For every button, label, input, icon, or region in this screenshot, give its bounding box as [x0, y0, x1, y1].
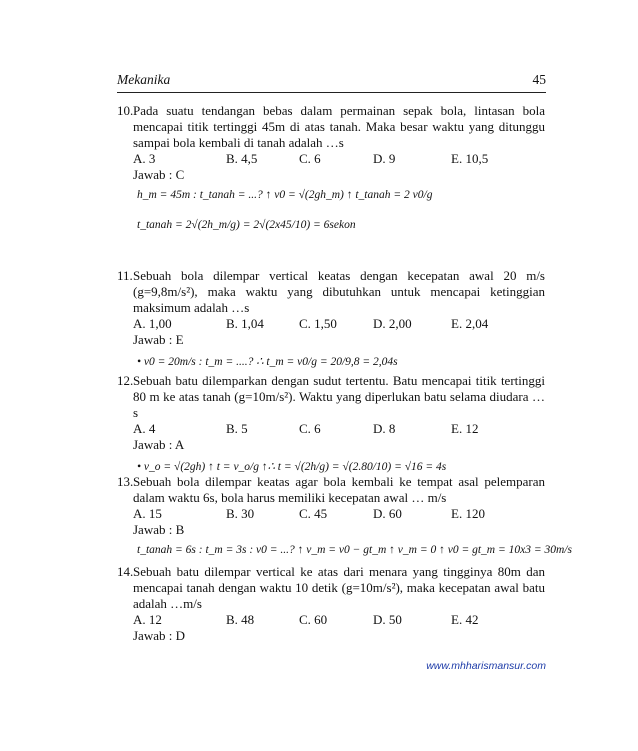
option-d: D. 8	[373, 421, 396, 436]
option-a: A. 12	[133, 612, 162, 627]
answer-key: Jawab : E	[133, 332, 184, 347]
option-e: E. 42	[451, 612, 479, 627]
option-d: D. 2,00	[373, 316, 412, 331]
option-c: C. 45	[299, 506, 328, 521]
option-b: B. 5	[226, 421, 248, 436]
question-text: Sebuah bola dilempar keatas agar bola kembali ke tempat asal pelemparan dalam waktu 6s, bola harus memiliki kecepatan awal … m/s	[133, 474, 545, 505]
option-d: D. 60	[373, 506, 402, 521]
question-number: 10.	[117, 103, 134, 118]
question-13	[117, 474, 572, 558]
option-d: D. 50	[373, 612, 402, 627]
answer-key: Jawab : D	[133, 628, 185, 643]
option-c: C. 1,50	[299, 316, 337, 331]
option-b: B. 48	[226, 612, 255, 627]
option-b: B. 1,04	[226, 316, 264, 331]
question-number: 11.	[117, 268, 133, 283]
question-text: Pada suatu tendangan bebas dalam permainan sepak bola, lintasan bola mencapai titik tertinggi 45m di atas tanah. Maka besar waktu yang ditunggu sampai bola kembali di tanah adalah …s	[133, 103, 545, 150]
option-e: E. 12	[451, 421, 479, 436]
option-a: A. 1,00	[133, 316, 172, 331]
solution-equation-1: • v0 = 20m/s : t_m = ....? ∴ t_m = v0/g = 20/9,8 = 2,04s	[137, 356, 398, 368]
answer-options	[133, 151, 545, 167]
answer-key: Jawab : A	[133, 437, 185, 452]
running-header-title: Mekanika	[117, 72, 171, 87]
question-text: Sebuah batu dilempar vertical ke atas dari menara yang tingginya 80m dan mencapai tanah dengan waktu 10 detik (g=10m/s²), maka kecepatan awal batu adalah …m/s	[133, 564, 545, 611]
question-number: 13.	[117, 474, 134, 489]
answer-options	[133, 421, 545, 437]
answer-options	[133, 316, 545, 332]
answer-key: Jawab : C	[133, 167, 185, 182]
option-a: A. 15	[133, 506, 162, 521]
question-14	[117, 564, 545, 644]
solution-equation-2: t_tanah = 2√(2h_m/g) = 2√(2x45/10) = 6sekon	[137, 219, 356, 231]
option-b: B. 30	[226, 506, 255, 521]
answer-options	[133, 506, 545, 522]
option-e: E. 120	[451, 506, 485, 521]
answer-key: Jawab : B	[133, 522, 185, 537]
question-number: 14.	[117, 564, 134, 579]
option-c: C. 6	[299, 151, 321, 166]
question-text: Sebuah bola dilempar vertical keatas dengan kecepatan awal 20 m/s (g=9,8m/s²), maka waktu yang dibutuhkan untuk mencapai ketinggian maksimum adalah …s	[133, 268, 545, 315]
option-d: D. 9	[373, 151, 396, 166]
header-divider	[117, 92, 546, 93]
footer-website-link[interactable]: www.mhharismansur.com	[426, 660, 546, 672]
question-12	[117, 373, 545, 475]
option-a: A. 3	[133, 151, 156, 166]
solution-equation-1: h_m = 45m : t_tanah = ...? ↑ v0 = √(2gh_m) ↑ t_tanah = 2 v0/g	[137, 189, 433, 201]
question-10	[117, 103, 545, 233]
question-text: Sebuah batu dilemparkan dengan sudut tertentu. Batu mencapai titik tertinggi 80 m ke atas tanah (g=10m/s²). Waktu yang diperlukan batu selama diudara …s	[133, 373, 545, 420]
solution-equation-1: • v_o = √(2gh) ↑ t = v_o/g ↑∴ t = √(2h/g) = √(2.80/10) = √16 = 4s	[137, 461, 447, 473]
option-c: C. 60	[299, 612, 328, 627]
answer-options	[133, 612, 545, 628]
question-number: 12.	[117, 373, 134, 388]
option-e: E. 10,5	[451, 151, 489, 166]
option-c: C. 6	[299, 421, 321, 436]
page-number: 45	[532, 72, 546, 87]
option-e: E. 2,04	[451, 316, 489, 331]
option-b: B. 4,5	[226, 151, 258, 166]
solution-equation-1: t_tanah = 6s : t_m = 3s : v0 = ...? ↑ v_m = v0 − gt_m ↑ v_m = 0 ↑ v0 = gt_m = 10x3 = 30m/s	[137, 544, 572, 556]
option-a: A. 4	[133, 421, 156, 436]
question-11	[117, 268, 545, 370]
